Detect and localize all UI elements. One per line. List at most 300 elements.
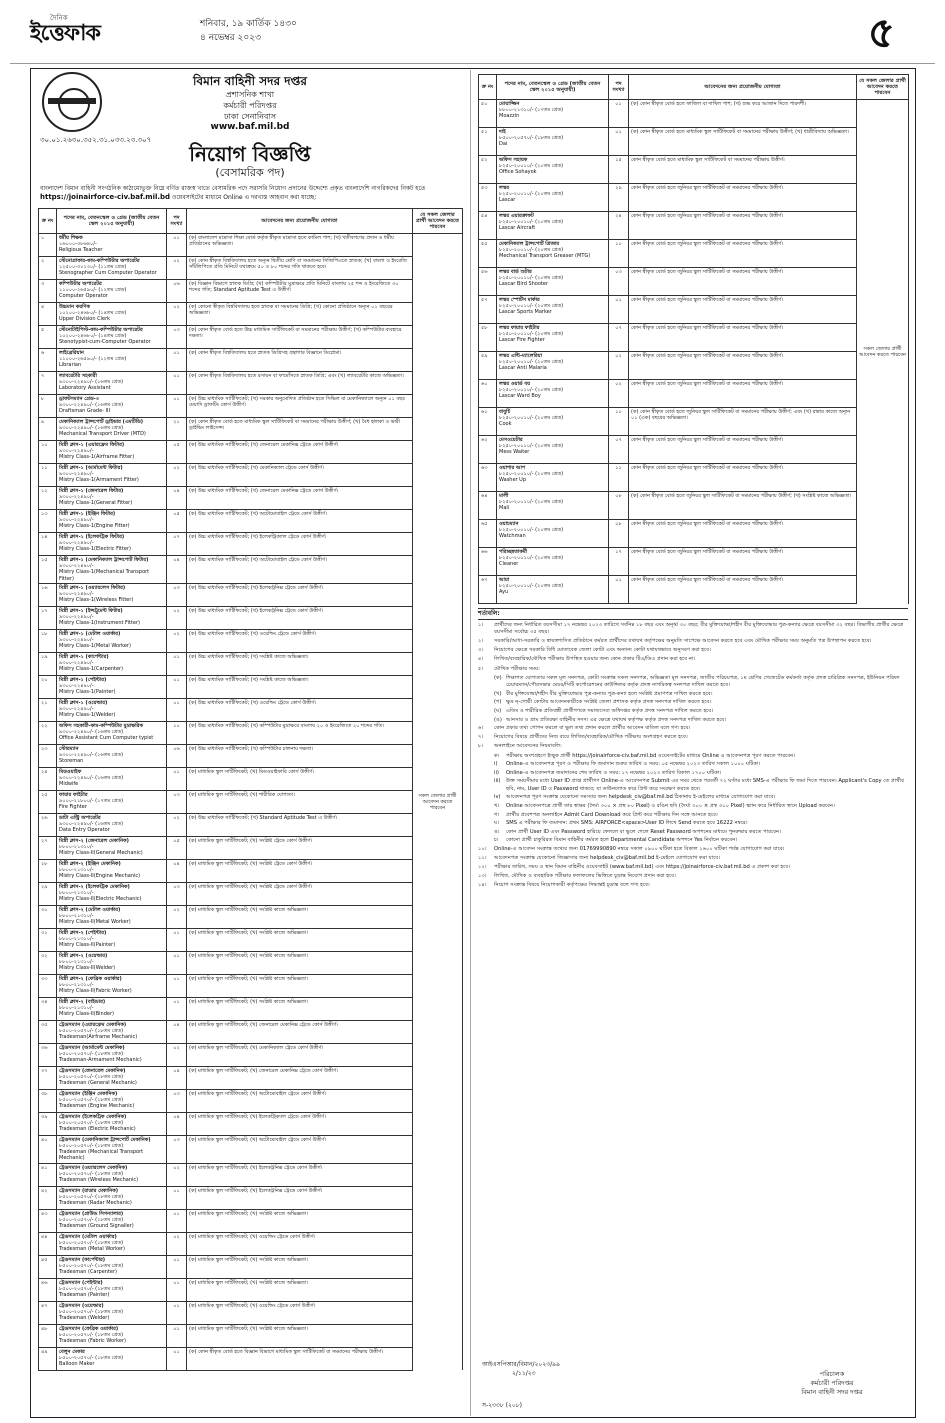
row-post: [57, 951, 167, 974]
row-post: [57, 395, 167, 418]
post-name-bn: মিস্ত্রী ক্লাস-২ (ইলেকট্রিক মেকানিক): [59, 883, 130, 890]
post-name-bn: ট্রেডসম্যান (মেকানিক্যাল ট্রান্সপোর্ট মেকানিক): [59, 1136, 151, 1143]
row-post: [497, 576, 609, 604]
post-scale: ৯৩০০-২২৪৯০/- (১৬তম গ্রেড): [59, 729, 124, 736]
post-name-en: Lascar Ward Boy: [499, 393, 541, 400]
term-sub-item: [494, 708, 908, 716]
row-post: [57, 698, 167, 721]
post-name-en: Tradesman(Airframe Mechanic): [59, 1034, 138, 1041]
post-scale: ৯৩০০-২২৪৯০/- (১৬তম গ্রেড): [59, 821, 124, 828]
post-scale: ৮৫০০-২০৫৭০/- (১৮তম গ্রেড): [59, 1239, 124, 1246]
term-number: ৮।: [478, 743, 484, 750]
row-qualification: (ক) মাধ্যমিক স্কুল সার্টিফিকেট; (খ) শারীরিক যোগ্যতা।: [187, 790, 413, 813]
post-name-bn: মিস্ত্রী ক্লাস-২ (ওয়েল্ডার): [59, 952, 108, 959]
term-item: [478, 743, 908, 751]
table-row: [39, 510, 463, 533]
row-qualification: (ক) কোন স্বীকৃত বোর্ড হতে জুনিয়র স্কুল সার্টিফিকেট বা সমমানের পরীক্ষায় উত্তীর্ণ; (খ) সংশ্লিষ্ট কাজে অভিজ্ঞতা।: [629, 492, 857, 520]
term-text: প্রার্থীদের জন্য নির্ধারিত বয়সসীমা ১৭ নভেম্বর ২০২৩ তারিখে সর্বনিম্ন ১৮ বছর এবং অনূর্ধ্ব ৩০ বছর; বীর মুক্তিযোদ্ধা/শহীদ বীর মুক্তিযোদ্ধার পুত্র-কন্যার ক্ষেত্রে বয়সসীমা ৩২ বছর। বিভাগীয় প্রার্থীর ক্ষেত্রে বয়সসীমা সর্বোচ্চ ৩৫ বছর।: [494, 621, 904, 636]
post-scale: ৯৩০০-২২৪৯০/- (১৬তম গ্রেড): [59, 775, 124, 782]
header-district: যে সকল জেলার প্রার্থী আবেদন করতে পারবেন: [857, 75, 909, 100]
row-count: ০১: [167, 395, 187, 418]
table-row: [39, 882, 463, 905]
table-row: [39, 349, 463, 372]
table-row: [39, 395, 463, 418]
table-row: [39, 441, 463, 464]
post-name-bn: মিস্ত্রী ক্লাস-১ (মেটাল ওয়ার্কার): [59, 630, 121, 637]
notice-subtitle: (বেসামরিক পদ): [215, 166, 285, 179]
row-qualification: কোন স্বীকৃত বোর্ড হতে জুনিয়র স্কুল সার্টিফিকেট বা সমমানের পরীক্ষায় উত্তীর্ণ।: [629, 520, 857, 548]
reference-number: আইএসপিআর/বিমান/২০২৩/৯৯: [482, 1361, 560, 1368]
post-scale: ৮২৫০-২০০১০/- (২০তম গ্রেড): [499, 555, 564, 562]
term-text: এতিম ও শারীরিক প্রতিবন্ধী প্রার্থীগণকে সমাজসেবা অধিদপ্তর কর্তৃক প্রদত্ত সনদপত্র দাখিল করতে হবে।: [506, 708, 714, 715]
post-scale: ৮৮০০-২১৩১০/-: [59, 890, 94, 897]
table-row: [39, 1135, 463, 1163]
row-count: ০৩: [167, 790, 187, 813]
term-text: শিক্ষাগত যোগ্যতার সকল মূল সনদপত্র, কোটা সংক্রান্ত সকল সনদপত্র, অভিজ্ঞতা মূল সনদপত্র, জাতীয় পরিচয়পত্র, ১ম শ্রেণির গেজেটেড কর্মকর্তা কর্তৃক প্রদত্ত চারিত্রিক সনদপত্র, ইউনিয়ন পরিষদ চেয়ারম্যান/পৌরসভার মেয়র/সিটি কর্পোরেশনের কাউন্সিলর কর্তৃক প্রদত্ত নাগরিকত্ব সনদপত্র দাখিল করতে হবে।: [506, 674, 900, 689]
row-qualification: (ক) উচ্চ মাধ্যমিক সার্টিফিকেট; (খ) সংশ্লিষ্ট কাজে অভিজ্ঞতা।: [187, 675, 413, 698]
row-post: [57, 234, 167, 257]
post-name-en: Draftsman Grade- III: [59, 408, 110, 415]
row-serial: ১৫: [39, 556, 57, 584]
row-post: [497, 352, 609, 380]
post-scale: ১২৫০০-৩০২৩০/- (১১তম গ্রেড): [59, 264, 127, 271]
row-qualification: (ক) উচ্চ মাধ্যমিক সার্টিফিকেট; (খ) ওয়েল্ডিং ট্রেডে কোর্স উত্তীর্ণ।: [187, 629, 413, 652]
signature-org: বিমান বাহিনী সদর দপ্তর: [801, 1388, 863, 1396]
table-row: [39, 1278, 463, 1301]
post-scale: ৮৮০০-২১৩১০/-: [59, 936, 94, 943]
post-name-en: Mistry Class-1(Electric Fitter): [59, 546, 131, 553]
table-row: [39, 951, 463, 974]
row-serial: ৩৯: [39, 1112, 57, 1135]
post-scale: ৮৮০০-২১৩১০/-: [59, 959, 94, 966]
row-post: [57, 487, 167, 510]
masthead-kicker: দৈনিক: [50, 14, 68, 22]
row-serial: ১৮: [39, 629, 57, 652]
post-scale: ৯৩০০-২২৪৯০/-: [59, 706, 94, 713]
row-serial: ৩১: [39, 928, 57, 951]
term-number: ৪।: [478, 656, 484, 663]
post-name-bn: মিস্ত্রী ক্লাস-২ (ইঞ্জিন মেকানিক): [59, 860, 121, 867]
row-qualification: (ক) উচ্চ মাধ্যমিক সার্টিফিকেট; (খ) Standard Aptitude Test এ উত্তীর্ণ।: [187, 813, 413, 836]
signature-dept: কর্মচারী পরিদপ্তর: [810, 1379, 854, 1387]
row-serial: ৬৬: [479, 548, 497, 576]
post-scale: ৮৫০০-২০৫৭০/- (১৮তম গ্রেড): [59, 1216, 124, 1223]
post-name-en: Tradesman (Electric Mechanic): [59, 1126, 136, 1133]
term-text: কোন প্রকার তথ্য গোপন করলে বা ভুল তথ্য প্রদান করলে প্রার্থীর আবেদন বাতিল বলে গণ্য হবে।: [494, 725, 691, 732]
row-qualification: (ক) মাধ্যমিক স্কুল সার্টিফিকেট; (খ) মিডওয়াইফারি কোর্স উত্তীর্ণ।: [187, 767, 413, 790]
table-row: [39, 652, 463, 675]
row-serial: ২৭: [39, 836, 57, 859]
row-qualification: (ক) বাংলাদেশ মাদ্রাসা শিক্ষা বোর্ড কর্তৃক স্বীকৃত মাদ্রাসা হতে কামিল পাশ; (খ) খতীবগণের প্রদান ও ধর্মীয় প্রতিষ্ঠানের অভিজ্ঞতা।: [187, 234, 413, 257]
term-text: অনলাইনে আবেদনের নিয়মাবলি:: [494, 743, 562, 750]
table-row: [479, 268, 909, 296]
row-count: ১৫: [609, 156, 629, 184]
post-scale: ৮২৫০-২০০১০/- (২০তম গ্রেড): [499, 527, 564, 534]
row-post: [57, 1209, 167, 1232]
row-post: [497, 128, 609, 156]
term-text: কোন প্রার্থী User ID এবং Password হারিয়ে ফেললে বা ভুলে গেলে Reset Password অপশনের মাধ্যমে পুনরুদ্ধার করতে পারবেন।: [506, 828, 781, 835]
term-number: ১।: [478, 621, 484, 628]
term-text: উক্ত সময়সীমার মধ্যে User ID প্রাপ্ত প্রার্থীগণ Online-এ আবেদনপত্র Submit এর সময় থেকে পরবর্তী ৭২ ঘণ্টার মধ্যে SMS-এ পরীক্ষার ফি জমা দিতে পারবেন। Applicant's Copy তে প্রার্থীর ছবি, নাম, User ID ও Password থাকবে; যা ডাউনলোড করে প্রিন্ট করে সংরক্ষণ করতে হবে।: [506, 778, 904, 792]
post-scale: ৯৩০০-২২৪৯০/-: [59, 660, 94, 667]
row-qualification: (ক) উচ্চ মাধ্যমিক সার্টিফিকেট; (খ) ওয়েল্ডিং ট্রেডে কোর্স উত্তীর্ণ।: [187, 698, 413, 721]
org-location: ঢাকা সেনানিবাস: [223, 112, 277, 121]
row-count: ০১: [609, 296, 629, 324]
row-post: [57, 629, 167, 652]
row-serial: ৩০: [39, 905, 57, 928]
row-count: ০২: [167, 813, 187, 836]
header-post: পদের নাম, বেতনস্কেল ও গ্রেড (জাতীয় বেতন স্কেল ২০১৫ অনুযায়ী): [497, 75, 609, 100]
term-number: ঙ।: [494, 828, 500, 835]
row-post: [57, 533, 167, 556]
row-qualification: (ক) মাধ্যমিক স্কুল সার্টিফিকেট; (খ) মেকানিক্যাল ট্রেডে কোর্স উত্তীর্ণ।: [187, 1043, 413, 1066]
post-name-bn: ট্রেডসম্যান (ওয়েল্ডার): [59, 1302, 104, 1309]
row-qualification: (ক) কোন স্বীকৃত বোর্ড হতে বিজ্ঞান বিভাগে মাধ্যমিক স্কুল সার্টিফিকেট বা সমমানের পরীক্ষায় উত্তীর্ণ।: [187, 1347, 413, 1370]
row-post: [57, 1278, 167, 1301]
term-number: চ।: [494, 837, 499, 844]
post-name-en: Mistry Class-II(Binder): [59, 1011, 114, 1018]
row-qualification: (ক) উচ্চ মাধ্যমিক সার্টিফিকেট; (খ) ইলেকট্রনিক্স ট্রেডে কোর্স উত্তীর্ণ।: [187, 583, 413, 606]
table-row: [39, 583, 463, 606]
row-post: [57, 652, 167, 675]
term-text: Online আবেদনপত্রে প্রার্থী তার স্বাক্ষর (দৈর্ঘ্য ৩০০ × প্রস্থ ৮০ Pixel) ও রঙিন ছবি (দৈর্ঘ্য ৩০০ × প্রস্থ ৩০০ Pixel) স্ক্যান করে নির্ধারিত স্থানে Upload করবেন।: [506, 803, 835, 810]
row-post: [497, 380, 609, 408]
post-name-bn: ট্রেডসম্যান (গ্রাউন্ড সিগন্যালার): [59, 1210, 124, 1217]
row-qualification: (ক) কোন স্বীকৃত বোর্ড হতে মাধ্যমিক স্কুল সার্টিফিকেট বা সমমানের পরীক্ষায় উত্তীর্ণ; (খ) ধাত্রীবিদ্যায় অভিজ্ঞতা।: [629, 128, 857, 156]
post-name-bn: কম্পিউটার অপারেটর: [59, 281, 102, 287]
row-qualification: (ক) মাধ্যমিক স্কুল সার্টিফিকেট; (খ) সংশ্লিষ্ট কাজে অভিজ্ঞতা।: [187, 1278, 413, 1301]
post-scale: ৮২৫০-২০০১০/- (২০তম গ্রেড): [499, 359, 564, 366]
term-sub-item: [494, 812, 908, 820]
row-serial: ২৯: [39, 882, 57, 905]
row-serial: ৩৮: [39, 1089, 57, 1112]
post-scale: ৮২৫০-২০০১০/- (২০তম গ্রেড): [499, 247, 564, 254]
row-post: [57, 882, 167, 905]
row-serial: ৩৫: [39, 1020, 57, 1043]
row-qualification: (ক) কোন স্বীকৃত বোর্ড হতে মাধ্যমিক স্কুল সার্টিফিকেট বা সমমানের পরীক্ষায় উত্তীর্ণ; (খ) বৈধ হালকা ও ভারী ড্রাইভিং লাইসেন্স।: [187, 418, 413, 441]
post-name-en: Tradesman (Mechanical Transport Mechanic): [59, 1149, 144, 1162]
row-serial: ৭: [39, 372, 57, 395]
post-name-en: Lascar Anti Malaria: [499, 365, 547, 372]
term-sub-item: [494, 778, 908, 793]
row-count: ০৭: [167, 533, 187, 556]
table-row: [39, 1232, 463, 1255]
post-scale: ৯৩০০-২২৪৯০/- (১৬তম গ্রেড): [59, 425, 124, 432]
row-qualification: কোন স্বীকৃত বোর্ড হতে জুনিয়র স্কুল সার্টিফিকেট বা সমমানের পরীক্ষায় উত্তীর্ণ।: [629, 268, 857, 296]
row-count: ০১: [609, 100, 629, 128]
org-directorate: কর্মচারী পরিদপ্তর: [223, 101, 277, 110]
row-count: ০১: [609, 128, 629, 156]
row-serial: ৫৫: [479, 240, 497, 268]
row-serial: ৫২: [479, 156, 497, 184]
post-name-bn: লস্কর স্পোর্টস মার্কার: [499, 297, 540, 303]
term-sub-item: [494, 691, 908, 699]
row-qualification: কোন স্বীকৃত বোর্ড হতে জুনিয়র স্কুল সার্টিফিকেট বা সমমানের পরীক্ষায় উত্তীর্ণ।: [629, 464, 857, 492]
post-name-bn: ট্রেডসম্যান (কার্পেন্টার): [59, 1256, 106, 1263]
post-name-en: Mistry Class-II(Engine Mechanic): [59, 873, 141, 880]
post-name-bn: মিস্ত্রী ক্লাস-১ (ইলেকট্রিক ফিটার): [59, 534, 125, 540]
post-name-en: Lascar Aircraft: [499, 225, 536, 232]
table-row: [39, 1209, 463, 1232]
post-scale: ৮৫০০-২০৫৭০/- (১৮তম গ্রেড): [59, 1028, 124, 1035]
row-serial: ৫০: [479, 100, 497, 128]
org-website[interactable]: www.baf.mil.bd: [210, 122, 290, 132]
row-post: [57, 928, 167, 951]
post-name-en: Religious Teacher: [59, 247, 103, 254]
row-post: [497, 492, 609, 520]
term-sub-item: [494, 829, 908, 837]
post-name-bn: ডাটা এন্ট্রি অপারেটর: [59, 814, 101, 821]
row-count: ০৪: [167, 487, 187, 510]
table-row: [479, 464, 909, 492]
table-row: [39, 813, 463, 836]
row-serial: ৫১: [479, 128, 497, 156]
post-name-bn: ল্যাবরেটরি সহকারী: [59, 373, 97, 379]
row-post: [497, 296, 609, 324]
post-name-bn: ট্রেডসম্যান (ফেব্রিক ওয়ার্কার): [59, 1325, 119, 1332]
post-name-en: Mistry Class-II(General Mechanic): [59, 850, 143, 857]
post-name-en: Mess Waiter: [499, 449, 530, 456]
post-name-bn: মিস্ত্রী ক্লাস-২ (বাইন্ডার): [59, 998, 106, 1005]
row-count: ০৪: [167, 1112, 187, 1135]
row-serial: ৬৪: [479, 492, 497, 520]
term-number: iii): [494, 778, 501, 785]
row-post: [57, 836, 167, 859]
row-count: ০১: [167, 1255, 187, 1278]
row-count: ০৪: [167, 1020, 187, 1043]
row-serial: ৪৭: [39, 1301, 57, 1324]
post-scale: ৮৫০০-২০৫৭০/- (১৮তম গ্রেড): [59, 1262, 124, 1269]
post-name-bn: অফিস সহকারী-কাম-কম্পিউটার মুদ্রাক্ষরিক: [59, 722, 143, 729]
post-scale: ৮৫০০-২০৫৭০/- (১৮তম গ্রেড): [59, 1097, 124, 1104]
row-qualification: (ক) মাধ্যমিক স্কুল সার্টিফিকেট; (খ) অটোমোবাইল ট্রেডে কোর্স উত্তীর্ণ।: [187, 1089, 413, 1112]
post-name-bn: মিস্ত্রী ক্লাস-২ (পেইন্টার): [59, 929, 107, 936]
row-post: [57, 464, 167, 487]
row-qualification: (ক) মাধ্যমিক স্কুল সার্টিফিকেট; (খ) অটোমোবাইল ট্রেডে কোর্স উত্তীর্ণ।: [187, 1135, 413, 1163]
post-scale: ৯৩০০-২২৪৯০/-: [59, 517, 94, 524]
row-qualification: (ক) উচ্চ মাধ্যমিক সার্টিফিকেট; (খ) কম্পিউটার চালনায় দক্ষতা।: [187, 744, 413, 767]
row-post: [57, 606, 167, 629]
post-name-en: Mistry Class-1(Carpenter): [59, 666, 124, 673]
row-serial: ৩৪: [39, 997, 57, 1020]
row-qualification: (ক) কোন স্বীকৃত বোর্ড হতে জুনিয়র স্কুল সার্টিফিকেট বা সমমানের পরীক্ষায় উত্তীর্ণ; এবং (খ) রান্নার কাজে অন্যূন ০১ (এক) বছরের অভিজ্ঞতা।: [629, 408, 857, 436]
post-scale: ৮৮০০-২১৩১০/- (১৭তম গ্রেড): [499, 107, 564, 114]
row-count: ২৯: [609, 184, 629, 212]
term-sub-item: [494, 837, 908, 845]
post-scale: ৮৮০০-২১৩১০/-: [59, 1005, 94, 1012]
row-serial: ৪৩: [39, 1209, 57, 1232]
term-item: [478, 864, 908, 872]
post-name-bn: মিস্ত্রী ক্লাস-২ (জেনারেল মেকানিক): [59, 837, 129, 844]
row-qualification: (ক) কোন স্বীকৃত বিশ্ববিদ্যালয় হতে অন্যূন দ্বিতীয় শ্রেণি বা সমমানের সিজিপিএতে স্নাতক; (খ) বাংলা ও ইংরেজি সাঁটলিপিতে প্রতি মিনিটে যথাক্রমে ৫০ ও ৮০ শব্দের গতি থাকতে হবে।: [187, 257, 413, 280]
jobs-table-right: [478, 74, 909, 604]
post-scale: ৮২৫০-২০০১০/- (২০তম গ্রেড): [499, 499, 564, 506]
row-post: [57, 813, 167, 836]
row-post: [57, 1163, 167, 1186]
row-serial: ৫৬: [479, 268, 497, 296]
row-post: [497, 324, 609, 352]
post-name-bn: ট্রেডসম্যান (পেইন্টার): [59, 1279, 103, 1286]
post-name-bn: মিস্ত্রী ক্লাস-১ (ইন্সট্রুমেন্ট ফিটার): [59, 607, 123, 614]
post-name-en: Watchman: [499, 533, 526, 540]
post-name-bn: মিস্ত্রী ক্লাস-১ (পেইন্টার): [59, 676, 107, 683]
post-scale: ১০২০০-২৪৬৮০/- (১৪তম গ্রেড): [59, 310, 127, 317]
post-name-en: Mali: [499, 505, 510, 512]
post-name-en: Cleaner: [499, 561, 519, 568]
term-item: [478, 647, 908, 655]
row-post: [57, 1135, 167, 1163]
post-name-bn: লস্কর ফায়ার ফাইটার: [499, 325, 540, 331]
table-header-row: [479, 75, 909, 100]
post-name-en: Mistry Class-II(Metal Worker): [59, 919, 131, 926]
row-post: [57, 1089, 167, 1112]
table-row: [479, 324, 909, 352]
post-name-en: Dai: [499, 141, 508, 148]
table-row: [39, 928, 463, 951]
table-row: [39, 257, 463, 280]
term-number: (খ): [494, 690, 502, 697]
table-row: [39, 1347, 463, 1370]
term-number: (ঙ): [494, 716, 502, 723]
post-scale: ৮৫০০-২০৫৭০/- (১৮তম গ্রেড): [59, 1143, 124, 1150]
post-name-bn: মিস্ত্রী ক্লাস-১ (এয়ারফ্রেম ফিটার): [59, 442, 125, 448]
row-qualification: কোন স্বীকৃত বোর্ড হতে জুনিয়র স্কুল সার্টিফিকেট বা সমমানের পরীক্ষায় উত্তীর্ণ।: [629, 324, 857, 352]
row-serial: ৪১: [39, 1163, 57, 1186]
row-serial: ৮: [39, 395, 57, 418]
intro-link[interactable]: https://joinairforce-civ.baf.mil.bd: [40, 193, 171, 201]
row-post: [57, 1043, 167, 1066]
row-serial: ৪৫: [39, 1255, 57, 1278]
row-count: ০২: [609, 352, 629, 380]
post-name-en: Ayu: [499, 589, 509, 596]
table-row: [39, 1112, 463, 1135]
post-name-en: Lascar Sports Marker: [499, 309, 552, 316]
row-serial: ২২: [39, 721, 57, 744]
row-post: [57, 974, 167, 997]
row-qualification: (ক) উচ্চ মাধ্যমিক সার্টিফিকেট; (খ) জেনারেল মেকানিক্স ট্রেডে কোর্স উত্তীর্ণ।: [187, 441, 413, 464]
row-post: [57, 441, 167, 464]
page-number: ৫: [867, 8, 895, 57]
row-qualification: কোন স্বীকৃত বোর্ড হতে জুনিয়র স্কুল সার্টিফিকেট বা সমমানের পরীক্ষায় উত্তীর্ণ।: [629, 380, 857, 408]
row-post: [497, 436, 609, 464]
row-post: [57, 1186, 167, 1209]
row-count: ২১: [167, 418, 187, 441]
row-count: ০৭: [609, 436, 629, 464]
term-number: ৭।: [478, 734, 484, 741]
table-row: [39, 464, 463, 487]
table-row: [479, 240, 909, 268]
row-qualification: (ক) মাধ্যমিক স্কুল সার্টিফিকেট; (খ) সংশ্লিষ্ট কাজে অভিজ্ঞতা।: [187, 1324, 413, 1347]
row-serial: ৪: [39, 303, 57, 326]
row-post: [497, 184, 609, 212]
post-scale: ৯৩০০-২২৪৯০/- (১৬তম গ্রেড): [59, 379, 124, 386]
table-row: [479, 492, 909, 520]
post-scale: ৮২৫০-২০০১০/- (২০তম গ্রেড): [499, 583, 564, 590]
post-name-en: Tradesman-Armament Mechanic): [59, 1057, 142, 1064]
post-name-bn: লস্কর: [499, 185, 510, 191]
row-count: ০৫: [167, 510, 187, 533]
table-row: [39, 606, 463, 629]
post-name-en: Mistry Class-1(Mechanical Transport Fitter): [59, 569, 150, 582]
table-row: [39, 675, 463, 698]
term-sub-item: [494, 717, 908, 725]
post-name-bn: মিডওয়াইফ: [59, 768, 82, 775]
post-name-bn: স্টোরম্যান: [59, 745, 79, 752]
term-sub-item: [494, 699, 908, 707]
post-scale: ৯৩০০-২২৪৯০/-: [59, 614, 94, 621]
post-name-en: Tradesman (Fabric Worker): [59, 1338, 126, 1345]
row-post: [497, 268, 609, 296]
table-row: [39, 556, 463, 584]
row-eligible-districts: সকল জেলার প্রার্থী আবেদন করতে পারবেন: [857, 100, 909, 604]
row-serial: ৯: [39, 418, 57, 441]
row-count: ০২: [167, 629, 187, 652]
row-serial: ৬: [39, 349, 57, 372]
row-serial: ৩২: [39, 951, 57, 974]
row-count: ০৪: [167, 1066, 187, 1089]
post-name-en: Mistry Class-II(Electric Mechanic): [59, 896, 142, 903]
term-text: Online-এ আবেদনপত্র পূরণ ও পরীক্ষার ফি জমাদান শুরুর তারিখ ও সময়: ০৫ নভেম্বর ২০২৩ তারিখ সকাল ১০০০ ঘটিকা।: [506, 761, 761, 768]
post-name-bn: পরিচ্ছন্নতাকর্মী: [499, 549, 528, 555]
post-name-en: Tradesman (Welder): [59, 1315, 110, 1322]
row-serial: ১৬: [39, 583, 57, 606]
post-name-en: Upper Division Clerk: [59, 316, 111, 323]
row-post: [57, 303, 167, 326]
row-post: [57, 859, 167, 882]
term-item: [478, 873, 908, 881]
row-qualification: (ক) উচ্চ মাধ্যমিক সার্টিফিকেট; (খ) সরকার অনুমোদিত প্রতিষ্ঠান হতে সিভিল বা মেকানিক্যালে অন্যূন ০১ বছর মেয়াদি ড্রাফটিং কোর্স উত্তীর্ণ।: [187, 395, 413, 418]
row-count: ০২: [167, 1232, 187, 1255]
row-qualification: কোন স্বীকৃত বোর্ড হতে জুনিয়র স্কুল সার্টিফিকেট বা সমমানের পরীক্ষায় উত্তীর্ণ।: [629, 352, 857, 380]
term-text: লিখিত, মৌখিক ও ব্যবহারিক পরীক্ষার ফলাফলের ভিত্তিতে চূড়ান্ত নিয়োগ প্রদান করা হবে।: [494, 873, 676, 880]
row-count: ২৪: [609, 212, 629, 240]
post-scale: ৮২৫০-২০০১০/- (২০তম গ্রেড): [499, 303, 564, 310]
row-serial: ২০: [39, 675, 57, 698]
row-count: ০২: [167, 1043, 187, 1066]
post-scale: ৯৩০০-২২৪৯০/-: [59, 563, 94, 570]
post-scale: ৯৩০০-২২৪৯০/-: [59, 471, 94, 478]
post-name-en: Librarian: [59, 362, 82, 369]
post-name-bn: মেকানিক্যাল ট্রান্সপোর্ট গ্রিজার: [499, 241, 560, 247]
term-text: সরকারি/আধা-সরকারি ও স্বায়ত্তশাসিত প্রতিষ্ঠানে কর্মরত প্রার্থীদের যথাযথ কর্তৃপক্ষের অনুমতি সাপেক্ষে আবেদন করতে হবে এবং মৌখিক পরীক্ষার সময় অনুমতি পত্র উপস্থাপন করতে হবে।: [494, 638, 872, 645]
table-row: [39, 790, 463, 813]
header-qualification: আবেদনের জন্য প্রয়োজনীয় যোগ্যতা: [629, 75, 857, 100]
row-count: ০৩: [167, 326, 187, 349]
header-serial: ক্র নং: [39, 209, 57, 234]
row-count: ০৮: [609, 520, 629, 548]
term-item: [478, 725, 908, 733]
post-scale: ১০২০০-২৪৬৮০/- (১৪তম গ্রেড): [59, 333, 127, 340]
row-post: [57, 1347, 167, 1370]
post-name-en: Mistry Class-1(General Fitter): [59, 500, 133, 507]
row-qualification: (ক) উচ্চ মাধ্যমিক সার্টিফিকেট; (খ) মেকানিক্যাল ট্রেডে কোর্স উত্তীর্ণ।: [187, 464, 413, 487]
row-qualification: (ক) কোনো স্বীকৃত বিশ্ববিদ্যালয় হতে স্নাতক বা সমমানের ডিগ্রি; (খ) কোনো প্রতিষ্ঠানে অন্যূন ০১ বছরের অভিজ্ঞতা।: [187, 303, 413, 326]
row-count: ০৩: [167, 583, 187, 606]
post-scale: ৮২৫০-২০০১০/- (২০তম গ্রেড): [499, 191, 564, 198]
header-count: পদ সংখ্যা: [609, 75, 629, 100]
row-serial: ৪৯: [39, 1347, 57, 1370]
row-count: ০৭: [609, 324, 629, 352]
reference-date: ২/১১/২৩: [512, 1370, 536, 1377]
table-header-row: [39, 209, 463, 234]
row-qualification: (ক) উচ্চ মাধ্যমিক সার্টিফিকেট; (খ) ইলেকট্রনিক্স ট্রেডে কোর্স উত্তীর্ণ।: [187, 606, 413, 629]
post-scale: ৯৩০০-২২৪৯০/-: [59, 494, 94, 501]
row-serial: ১৪: [39, 533, 57, 556]
right-column: [474, 70, 912, 1415]
row-count: ০১: [167, 951, 187, 974]
post-scale: ১৬০০০-৩৮৬৪০/-: [59, 241, 97, 248]
row-qualification: (ক) উচ্চ মাধ্যমিক সার্টিফিকেট; (খ) সংশ্লিষ্ট কাজে অভিজ্ঞতা।: [187, 652, 413, 675]
